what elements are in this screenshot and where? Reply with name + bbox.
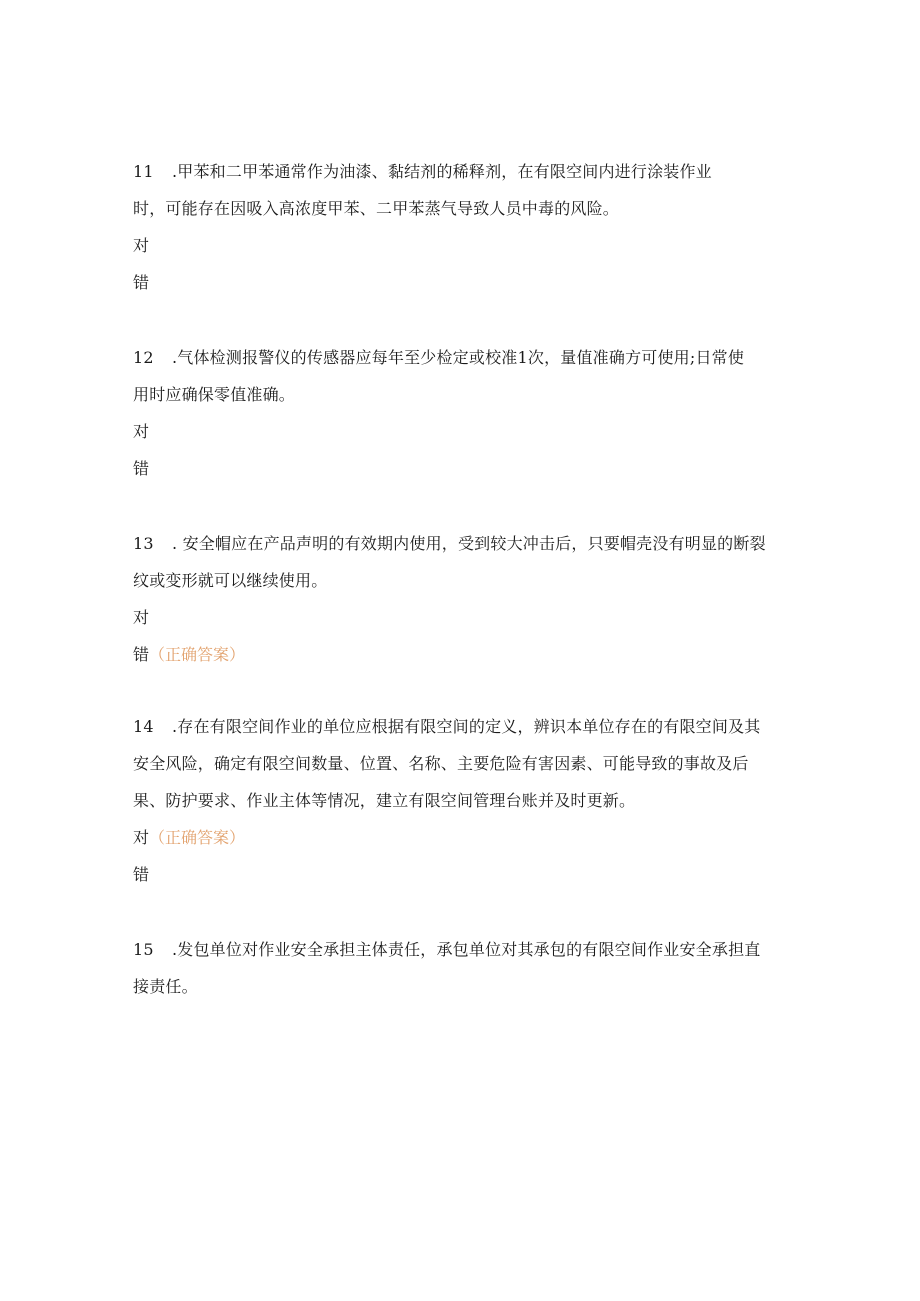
question-text-line: 11 .甲苯和二甲苯通常作为油漆、黏结剂的稀释剂，在有限空间内进行涂装作业: [133, 162, 712, 181]
question-text-line: 14 .存在有限空间作业的单位应根据有限空间的定义，辨识本单位存在的有限空间及其: [133, 717, 761, 736]
option-false[interactable]: 错: [133, 273, 150, 292]
question-14: [133, 717, 793, 884]
correct-answer-mark: （正确答案）: [149, 645, 246, 664]
question-13: [133, 534, 793, 664]
option-false[interactable]: 错（正确答案）: [133, 645, 246, 664]
question-number: 13: [133, 534, 154, 553]
question-text-line: 13 . 安全帽应在产品声明的有效期内使用，受到较大冲击后，只要帽壳没有明显的断裂: [133, 534, 766, 553]
question-number: 15: [133, 940, 154, 959]
option-true[interactable]: 对: [133, 422, 150, 441]
question-15: [133, 940, 793, 996]
question-text-line: 纹或变形就可以继续使用。: [133, 571, 328, 590]
option-false[interactable]: 错: [133, 459, 150, 478]
option-false[interactable]: 错: [133, 865, 150, 884]
question-number: 12: [133, 348, 154, 367]
option-true[interactable]: 对: [133, 608, 150, 627]
option-true[interactable]: 对（正确答案）: [133, 828, 246, 847]
question-12: [133, 348, 793, 478]
question-number: 11: [133, 162, 154, 181]
question-text-line: 15 .发包单位对作业安全承担主体责任，承包单位对其承包的有限空间作业安全承担直: [133, 940, 761, 959]
correct-answer-mark: （正确答案）: [149, 828, 246, 847]
question-number: 14: [133, 717, 154, 736]
question-text-line: 安全风险，确定有限空间数量、位置、名称、主要危险有害因素、可能导致的事故及后: [133, 754, 749, 773]
question-11: [133, 162, 793, 292]
question-text-line: 果、防护要求、作业主体等情况，建立有限空间管理台账并及时更新。: [133, 791, 636, 810]
question-text-line: 12 .气体检测报警仪的传感器应每年至少检定或校准1次，量值准确方可使用;日常使: [133, 348, 745, 367]
question-text-line: 用时应确保零值准确。: [133, 385, 296, 404]
question-text-line: 时，可能存在因吸入高浓度甲苯、二甲苯蒸气导致人员中毒的风险。: [133, 199, 620, 218]
question-text-line: 接责任。: [133, 977, 198, 996]
option-true[interactable]: 对: [133, 236, 150, 255]
